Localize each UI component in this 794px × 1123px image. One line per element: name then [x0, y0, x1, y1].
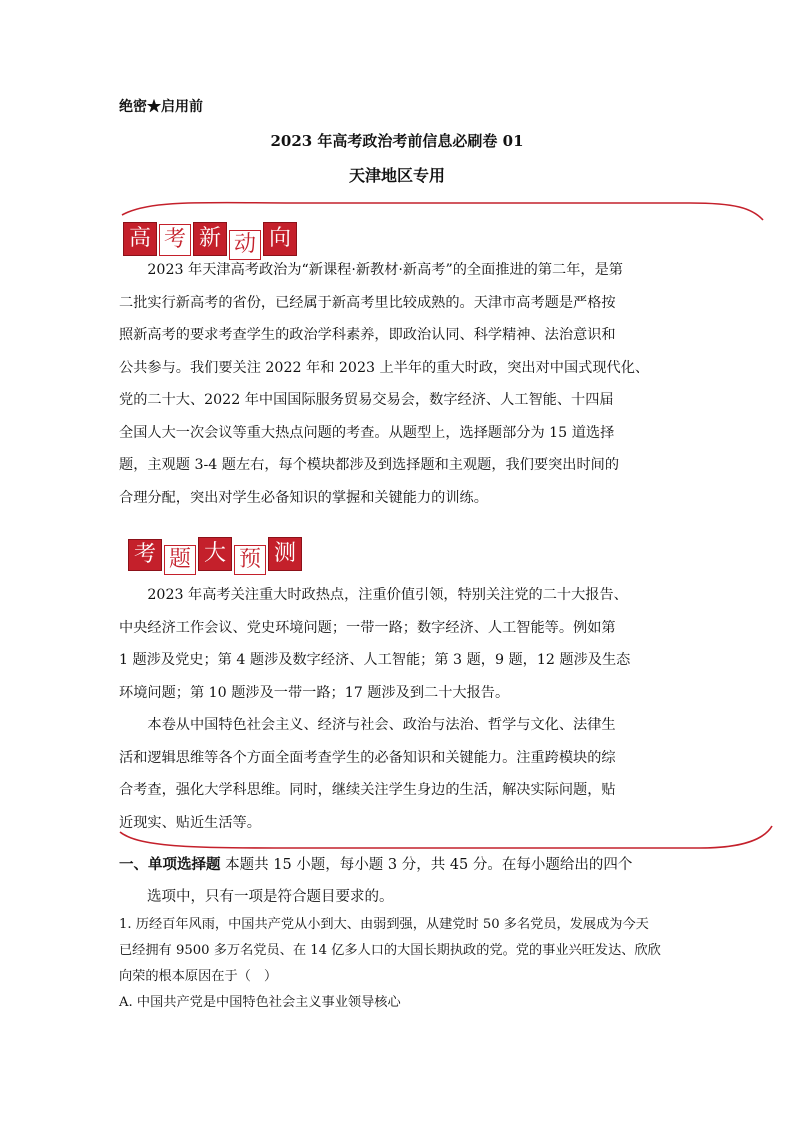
part-label: 一、单项选择题: [119, 856, 221, 873]
heading-tile: 考: [159, 224, 191, 256]
text-line: 2023 年天津高考政治为“新课程·新教材·新高考”的全面推进的第二年，是第: [147, 262, 623, 278]
text-line: 本卷从中国特色社会主义、经济与社会、政治与法治、哲学与文化、法律生: [147, 717, 616, 733]
text-line: 近现实、贴近生活等。: [119, 814, 261, 831]
text-line: 1 题涉及党史；第 4 题涉及数字经济、人工智能；第 3 题，9 题，12 题涉及生态: [119, 652, 631, 668]
page-subtitle: 天津地区专用: [348, 166, 445, 185]
heading-tile: 高: [123, 222, 157, 256]
text-line: 二批实行新高考的省份，已经属于新高考里比较成熟的。天津市高考题是严格按: [119, 294, 616, 311]
question-line: 向荣的根本原因在于（ ）: [119, 969, 278, 984]
heading-tile: 预: [234, 545, 266, 575]
heading-tile: 新: [193, 222, 227, 256]
section-heading-exam-forecast: [128, 537, 302, 571]
section-heading-new-trends: [123, 222, 297, 256]
part-description-line2: 选项中，只有一项是符合题目要求的。: [147, 889, 394, 905]
option-a: A. 中国共产党是中国特色社会主义事业领导核心: [119, 995, 401, 1010]
heading-tile: 动: [229, 230, 261, 260]
heading-tile: 向: [263, 222, 297, 256]
text-line: 活和逻辑思维等各个方面全面考查学生的必备知识和关键能力。注重跨模块的综: [119, 749, 616, 766]
confidential-mark: 绝密★启用前: [119, 99, 203, 115]
text-line: 党的二十大、2022 年中国国际服务贸易交易会，数字经济、人工智能、十四届: [119, 392, 614, 408]
heading-tile: 考: [128, 539, 162, 571]
section2-text: [119, 579, 675, 839]
heading-tile: 题: [164, 545, 196, 575]
question-line: 已经拥有 9500 多万名党员、在 14 亿多人口的大国长期执政的党。党的事业兴旺发达、欣欣: [119, 943, 661, 958]
heading-tile: 测: [268, 537, 302, 571]
part-heading: [119, 853, 679, 874]
text-line: 照新高考的要求考查学生的政治学科素养，即政治认同、科学精神、法治意识和: [119, 327, 616, 343]
text-line: 合理分配，突出对学生必备知识的掌握和关键能力的训练。: [119, 489, 488, 506]
text-line: 题，主观题 3-4 题左右，每个模块都涉及到选择题和主观题，我们要突出时间的: [119, 457, 620, 473]
text-line: 2023 年高考关注重大时政热点，注重价值引领，特别关注党的二十大报告、: [147, 587, 628, 603]
section1-text: [119, 254, 675, 514]
part-description: 本题共 15 小题，每小题 3 分，共 45 分。在每小题给出的四个: [225, 857, 633, 873]
text-line: 公共参与。我们要关注 2022 年和 2023 上半年的重大时政，突出对中国式现代化、: [119, 359, 650, 376]
heading-tile: 大: [198, 537, 232, 571]
question-line: 1. 历经百年风雨，中国共产党从小到大、由弱到强，从建党时 50 多名党员，发展成为今天: [119, 917, 649, 932]
text-line: 环境问题；第 10 题涉及一带一路；17 题涉及到二十大报告。: [119, 684, 510, 701]
page-title: 2023 年高考政治考前信息必刷卷 01: [270, 132, 524, 150]
text-line: 中央经济工作会议、党史环境问题；一带一路；数字经济、人工智能等。例如第: [119, 619, 616, 636]
text-line: 全国人大一次会议等重大热点问题的考查。从题型上，选择题部分为 15 道选择: [119, 424, 615, 441]
text-line: 合考查，强化大学科思维。同时，继续关注学生身边的生活，解决实际问题，贴: [119, 782, 616, 798]
question-1: [119, 912, 679, 1016]
